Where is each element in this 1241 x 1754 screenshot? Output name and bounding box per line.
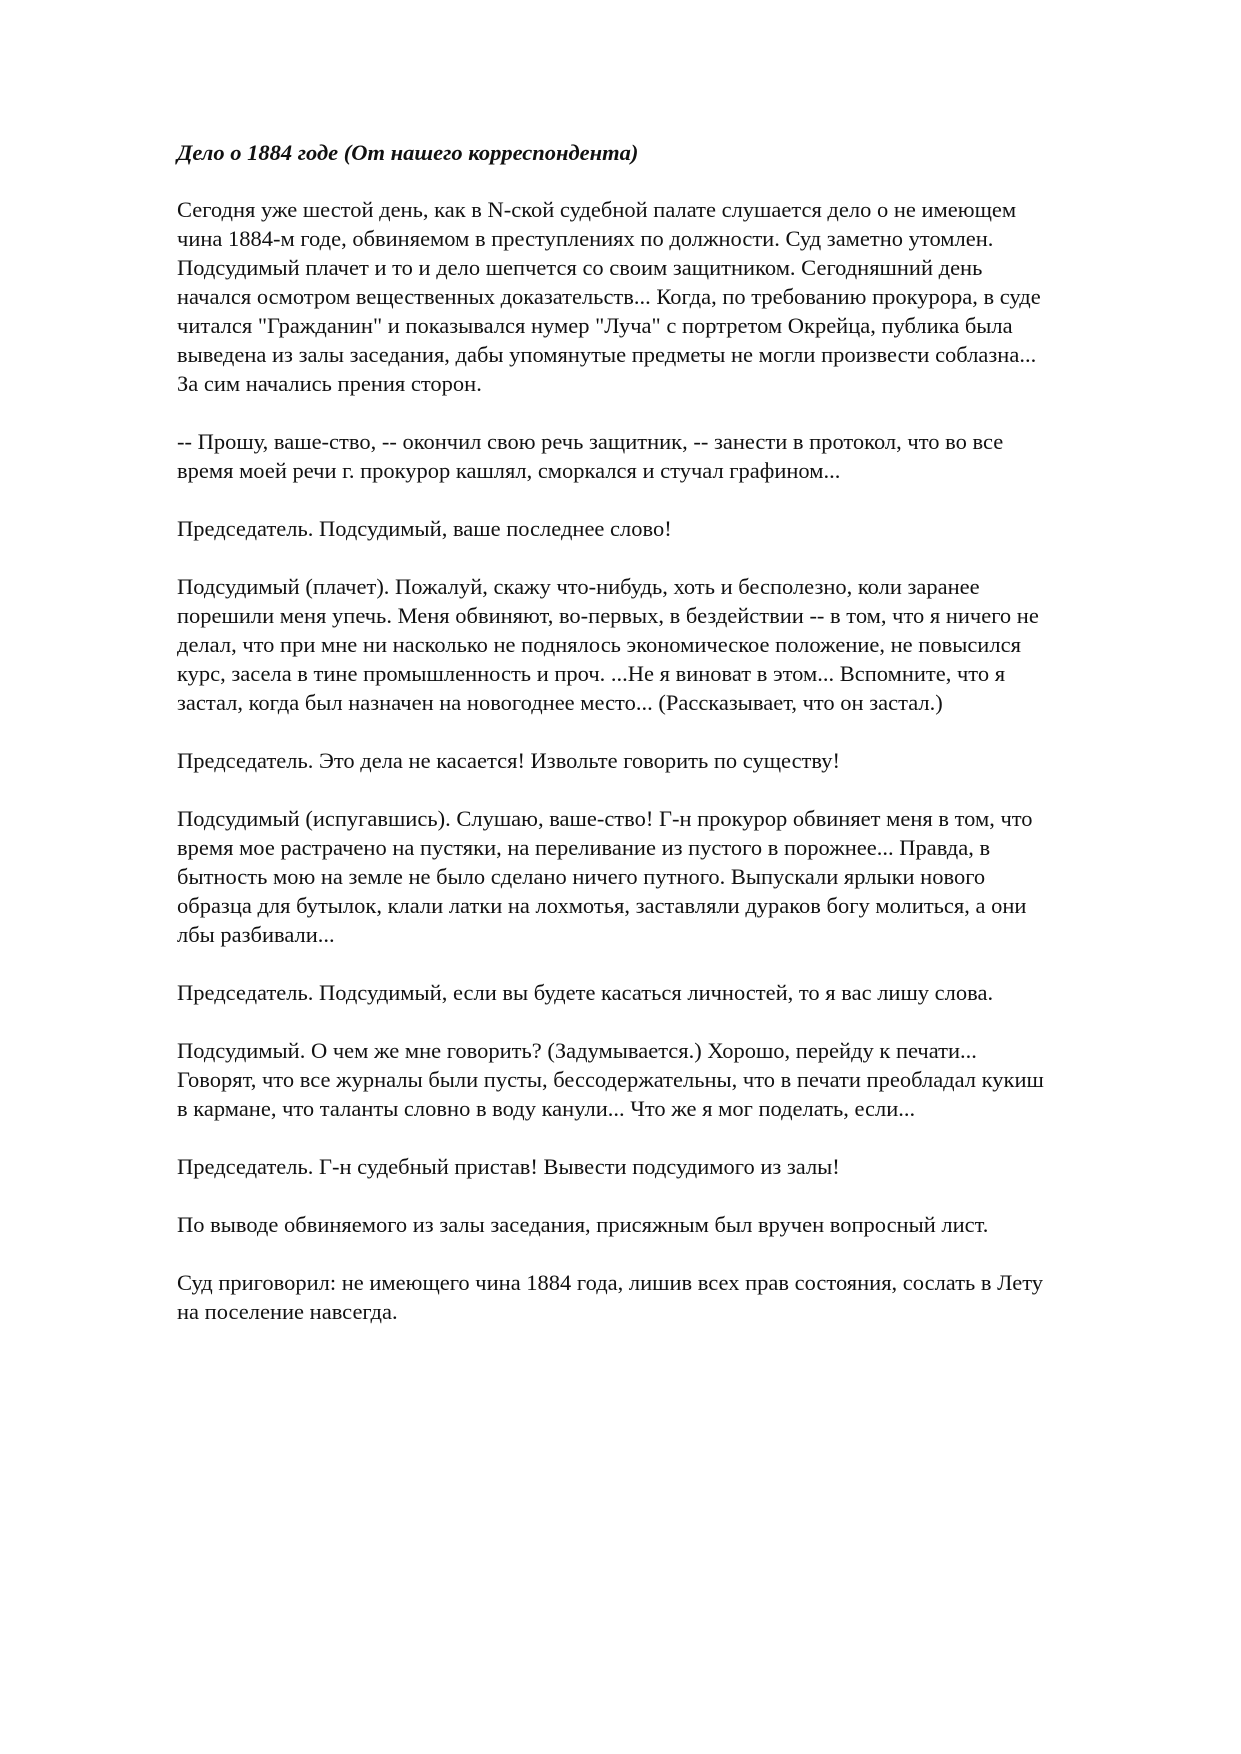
paragraph [177, 427, 1157, 485]
text-line: лбы разбивали... [177, 922, 335, 947]
text-line: образца для бутылок, клали латки на лохмотья, заставляли дураков богу молиться, а они [177, 893, 1027, 918]
document-body [177, 138, 1157, 1355]
text-line: -- Прошу, ваше-ство, -- окончил свою речь защитник, -- занести в протокол, что во все [177, 429, 1004, 454]
paragraph [177, 572, 1157, 717]
text-line: Говорят, что все журналы были пусты, бессодержательны, что в печати преобладал кукиш [177, 1067, 1044, 1092]
text-line: время мое растрачено на пустяки, на переливание из пустого в порожнее... Правда, в [177, 835, 991, 860]
text-line: Подсудимый (плачет). Пожалуй, скажу что-нибудь, хоть и бесполезно, коли заранее [177, 574, 980, 599]
text-line: бытность мою на земле не было сделано ничего путного. Выпускали ярлыки нового [177, 864, 986, 889]
text-line: Сегодня уже шестой день, как в N-ской судебной палате слушается дело о не имеющем [177, 197, 1017, 222]
text-line: время моей речи г. прокурор кашлял, сморкался и стучал графином... [177, 458, 841, 483]
paragraph [177, 804, 1157, 949]
text-line: Председатель. Подсудимый, если вы будете касаться личностей, то я вас лишу слова. [177, 980, 994, 1005]
paragraph [177, 1036, 1157, 1123]
text-line: читался "Гражданин" и показывался нумер "Луча" с портретом Окрейца, публика была [177, 313, 1013, 338]
paragraph [177, 1210, 1157, 1239]
text-line: делал, что при мне ни насколько не поднялось экономическое положение, не повысился [177, 632, 1021, 657]
paragraph [177, 1152, 1157, 1181]
text-line: начался осмотром вещественных доказательств... Когда, по требованию прокурора, в суде [177, 284, 1041, 309]
text-line: Подсудимый. О чем же мне говорить? (Задумывается.) Хорошо, перейду к печати... [177, 1038, 977, 1063]
text-line: в кармане, что таланты словно в воду канули... Что же я мог поделать, если... [177, 1096, 916, 1121]
paragraph [177, 1268, 1157, 1326]
paragraph [177, 514, 1157, 543]
text-line: порешили меня упечь. Меня обвиняют, во-первых, в бездействии -- в том, что я ничего не [177, 603, 1039, 628]
paragraph [177, 978, 1157, 1007]
text-line: Подсудимый плачет и то и дело шепчется со своим защитником. Сегодняшний день [177, 255, 983, 280]
text-line: Суд приговорил: не имеющего чина 1884 года, лишив всех прав состояния, сослать в Лету [177, 1270, 1044, 1295]
text-line: За сим начались прения сторон. [177, 371, 482, 396]
paragraph-list [177, 195, 1157, 1326]
paragraph [177, 195, 1157, 398]
text-line: на поселение навсегда. [177, 1299, 398, 1324]
document-title: Дело о 1884 годе (От нашего корреспондента) [177, 140, 639, 165]
text-line: Председатель. Подсудимый, ваше последнее слово! [177, 516, 672, 541]
paragraph [177, 746, 1157, 775]
text-line: чина 1884-м годе, обвиняемом в преступлениях по должности. Суд заметно утомлен. [177, 226, 994, 251]
text-line: застал, когда был назначен на новогоднее место... (Рассказывает, что он застал.) [177, 690, 943, 715]
text-line: выведена из залы заседания, дабы упомянутые предметы не могли произвести соблазна... [177, 342, 1037, 367]
text-line: Председатель. Г-н судебный пристав! Вывести подсудимого из залы! [177, 1154, 840, 1179]
text-line: Подсудимый (испугавшись). Слушаю, ваше-ство! Г-н прокурор обвиняет меня в том, что [177, 806, 1033, 831]
text-line: По выводе обвиняемого из залы заседания, присяжным был вручен вопросный лист. [177, 1212, 989, 1237]
text-line: Председатель. Это дела не касается! Извольте говорить по существу! [177, 748, 840, 773]
text-line: курс, засела в тине промышленность и проч. ...Не я виноват в этом... Вспомните, что я [177, 661, 1006, 686]
